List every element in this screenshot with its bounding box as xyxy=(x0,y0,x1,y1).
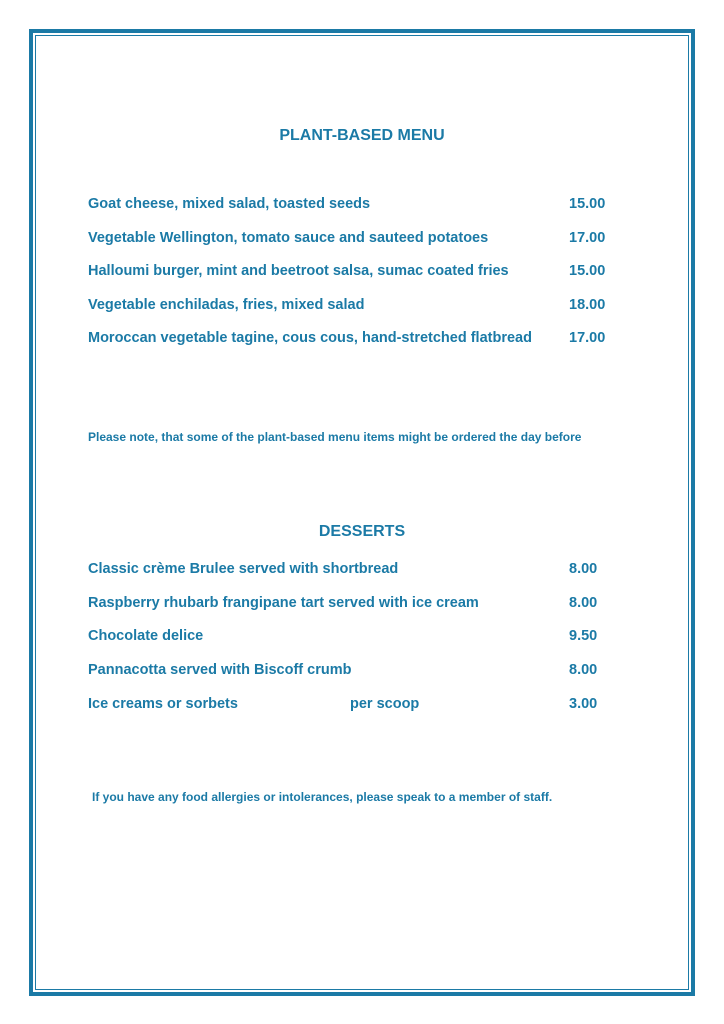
menu-item-price: 15.00 xyxy=(569,196,606,212)
dessert-item-unit: per scoop xyxy=(350,696,420,712)
menu-item-name: Halloumi burger, mint and beetroot salsa, sumac coated fries xyxy=(88,263,509,279)
menu-item-price: 17.00 xyxy=(569,230,606,246)
menu-item-name: Vegetable Wellington, tomato sauce and sauteed potatoes xyxy=(88,230,489,246)
dessert-item-price: 8.00 xyxy=(569,561,598,577)
dessert-item-name: Pannacotta served with Biscoff crumb xyxy=(88,662,352,678)
menu-item-name: Moroccan vegetable tagine, cous cous, hand-stretched flatbread xyxy=(88,330,532,346)
dessert-item-name: Classic crème Brulee served with shortbread xyxy=(88,561,399,577)
dessert-item-price: 8.00 xyxy=(569,595,598,611)
dessert-item-price: 3.00 xyxy=(569,696,598,712)
allergy-note: If you have any food allergies or intolerances, please speak to a member of staff. xyxy=(92,790,553,804)
menu-item-name: Goat cheese, mixed salad, toasted seeds xyxy=(88,196,371,212)
plant-based-note: Please note, that some of the plant-based menu items might be ordered the day before xyxy=(88,430,582,444)
dessert-item-name: Raspberry rhubarb frangipane tart served with ice cream xyxy=(88,595,479,611)
menu-item-price: 15.00 xyxy=(569,263,606,279)
dessert-item-price: 9.50 xyxy=(569,628,598,644)
dessert-item-price: 8.00 xyxy=(569,662,598,678)
menu-item-price: 18.00 xyxy=(569,297,606,313)
menu-item-price: 17.00 xyxy=(569,330,606,346)
menu-item-name: Vegetable enchiladas, fries, mixed salad xyxy=(88,297,365,313)
plant-based-menu-title: PLANT-BASED MENU xyxy=(279,127,445,144)
dessert-item-name: Ice creams or sorbets xyxy=(88,696,238,712)
page-border-inner xyxy=(35,35,689,990)
dessert-item-name: Chocolate delice xyxy=(88,628,204,644)
desserts-title: DESSERTS xyxy=(318,523,406,540)
